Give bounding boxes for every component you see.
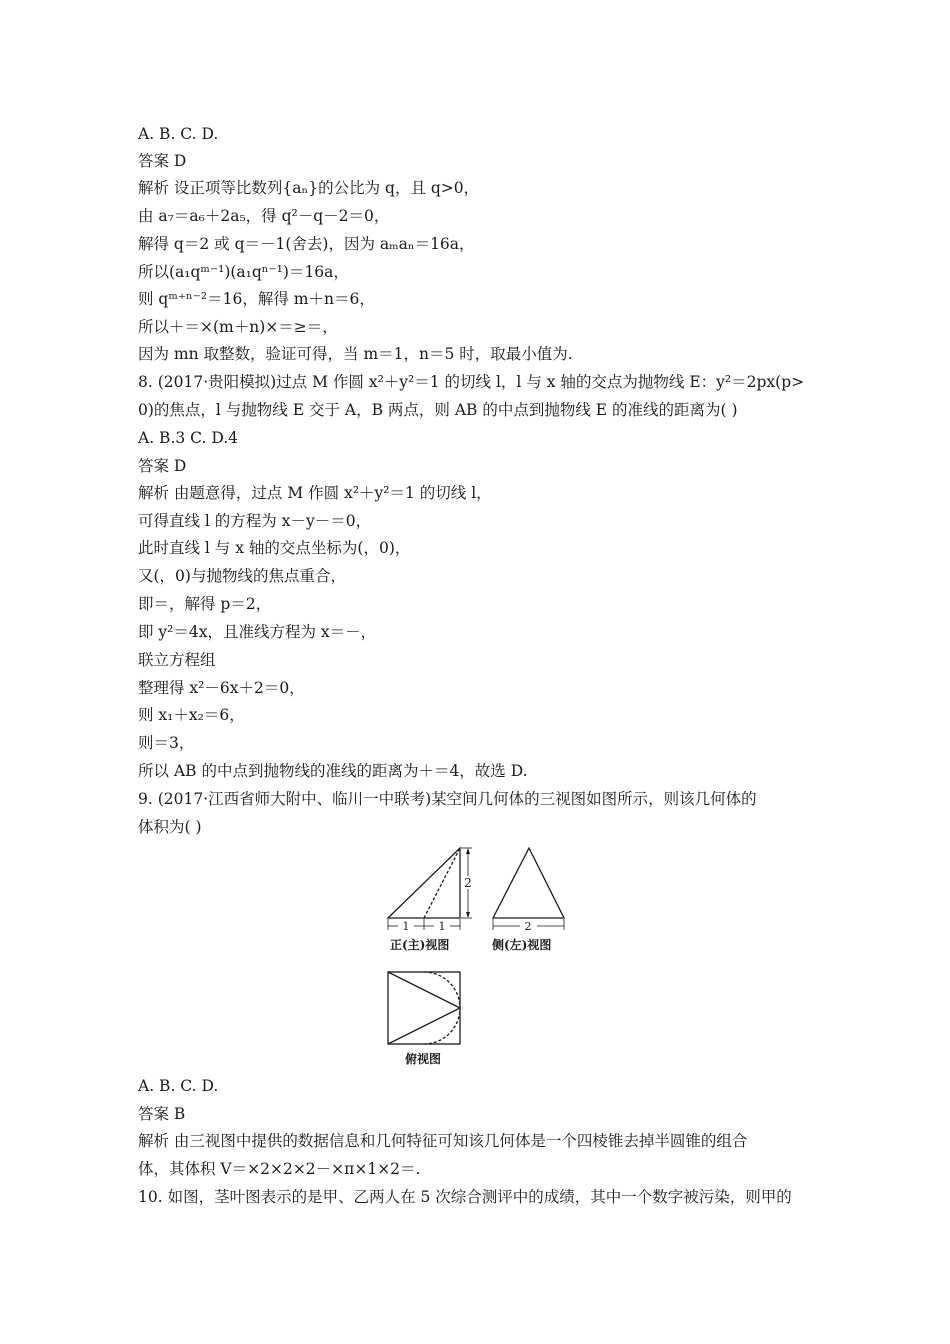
top-view-semicircle-hidden [424,972,460,1044]
arrow-head [466,912,470,918]
q7-analysis-line: 所以(a₁qᵐ⁻¹)(a₁qⁿ⁻¹)＝16a， [138,263,349,281]
top-view [388,972,460,1044]
q9-analysis-line: 体，其体积 V＝×2×2×2－×π×1×2＝. [138,1160,421,1178]
q10-stem: 10. 如图，茎叶图表示的是甲、乙两人在 5 次综合测评中的成绩，其中一个数字被污染，则甲的 [138,1188,792,1206]
q9-stem: 体积为( ) [138,818,202,836]
q9-answer: 答案 B [138,1105,186,1123]
dim-height-label: 2 [464,876,472,890]
q8-stem: 8. (2017·贵阳模拟)过点 M 作圆 x²＋y²＝1 的切线 l，l 与 x 轴的交点为抛物线 E：y²＝2px(p> [138,373,805,391]
q7-analysis-line: 因为 mn 取整数，验证可得，当 m＝1，n＝5 时，取最小值为. [138,345,573,363]
dim-side-label: 2 [524,920,532,933]
arrow-head [466,848,470,854]
q8-analysis-line: 整理得 x²－6x＋2＝0， [138,679,305,697]
top-view-edge [388,1008,460,1044]
q8-analysis-line: 所以 AB 的中点到抛物线的准线的距离为＋＝4，故选 D. [138,762,528,780]
q8-analysis-line: 可得直线 l 的方程为 x－y－＝0， [138,512,372,530]
q8-analysis-line: 则 x₁＋x₂＝6， [138,706,245,724]
three-view-drawing [380,840,580,1070]
front-view-caption: 正(主)视图 [390,938,450,952]
three-view-figure [380,840,580,1070]
q7-analysis-line: 解析 设正项等比数列{aₙ}的公比为 q，且 q>0， [138,179,480,197]
q8-analysis-line: 联立方程组 [138,651,216,669]
front-view-hidden-edge [424,848,460,918]
front-view-outline [388,848,460,918]
dim-front-right-label: 1 [438,920,446,933]
q9-analysis-line: 解析 由三视图中提供的数据信息和几何特征可知该几何体是一个四棱锥去掉半圆锥的组合 [138,1132,748,1150]
q8-analysis-line: 解析 由题意得，过点 M 作圆 x²＋y²＝1 的切线 l， [138,484,492,502]
q7-analysis-line: 则 qᵐ⁺ⁿ⁻²＝16，解得 m＋n＝6， [138,290,375,308]
top-view-caption: 俯视图 [405,1052,442,1066]
q7-analysis-line: 解得 q＝2 或 q＝－1(舍去)，因为 aₘaₙ＝16a， [138,235,475,253]
q8-analysis-line: 则＝3， [138,734,195,752]
q8-options: A. B.3 C. D.4 [138,429,238,447]
q8-analysis-line: 此时直线 l 与 x 轴的交点坐标为(，0)， [138,539,411,557]
dim-front-left-label: 1 [402,920,410,933]
top-view-square [388,972,460,1044]
front-view [388,848,472,930]
side-view-caption: 侧(左)视图 [492,938,552,952]
q7-analysis-line: 所以＋＝×(m＋n)×＝≥＝， [138,318,338,336]
q8-answer: 答案 D [138,457,187,475]
top-view-edge [388,972,460,1008]
q7-answer: 答案 D [138,152,187,170]
q8-analysis-line: 又(，0)与抛物线的焦点重合， [138,567,346,585]
q7-analysis-line: 由 a₇＝a₆＋2a₅，得 q²－q－2＝0， [138,207,390,225]
q8-analysis-line: 即 y²＝4x，且准线方程为 x＝－， [138,623,377,641]
q9-options: A. B. C. D. [138,1077,219,1095]
q8-stem: 0)的焦点，l 与抛物线 E 交于 A，B 两点，则 AB 的中点到抛物线 E 的准线的距离为( ) [138,401,738,419]
q8-analysis-line: 即＝，解得 p＝2， [138,595,272,613]
side-view-outline [493,848,564,918]
side-view [493,848,564,930]
q9-stem: 9. (2017·江西省师大附中、临川一中联考)某空间几何体的三视图如图所示，则该几何体的 [138,790,757,808]
q7-options: A. B. C. D. [138,125,219,143]
